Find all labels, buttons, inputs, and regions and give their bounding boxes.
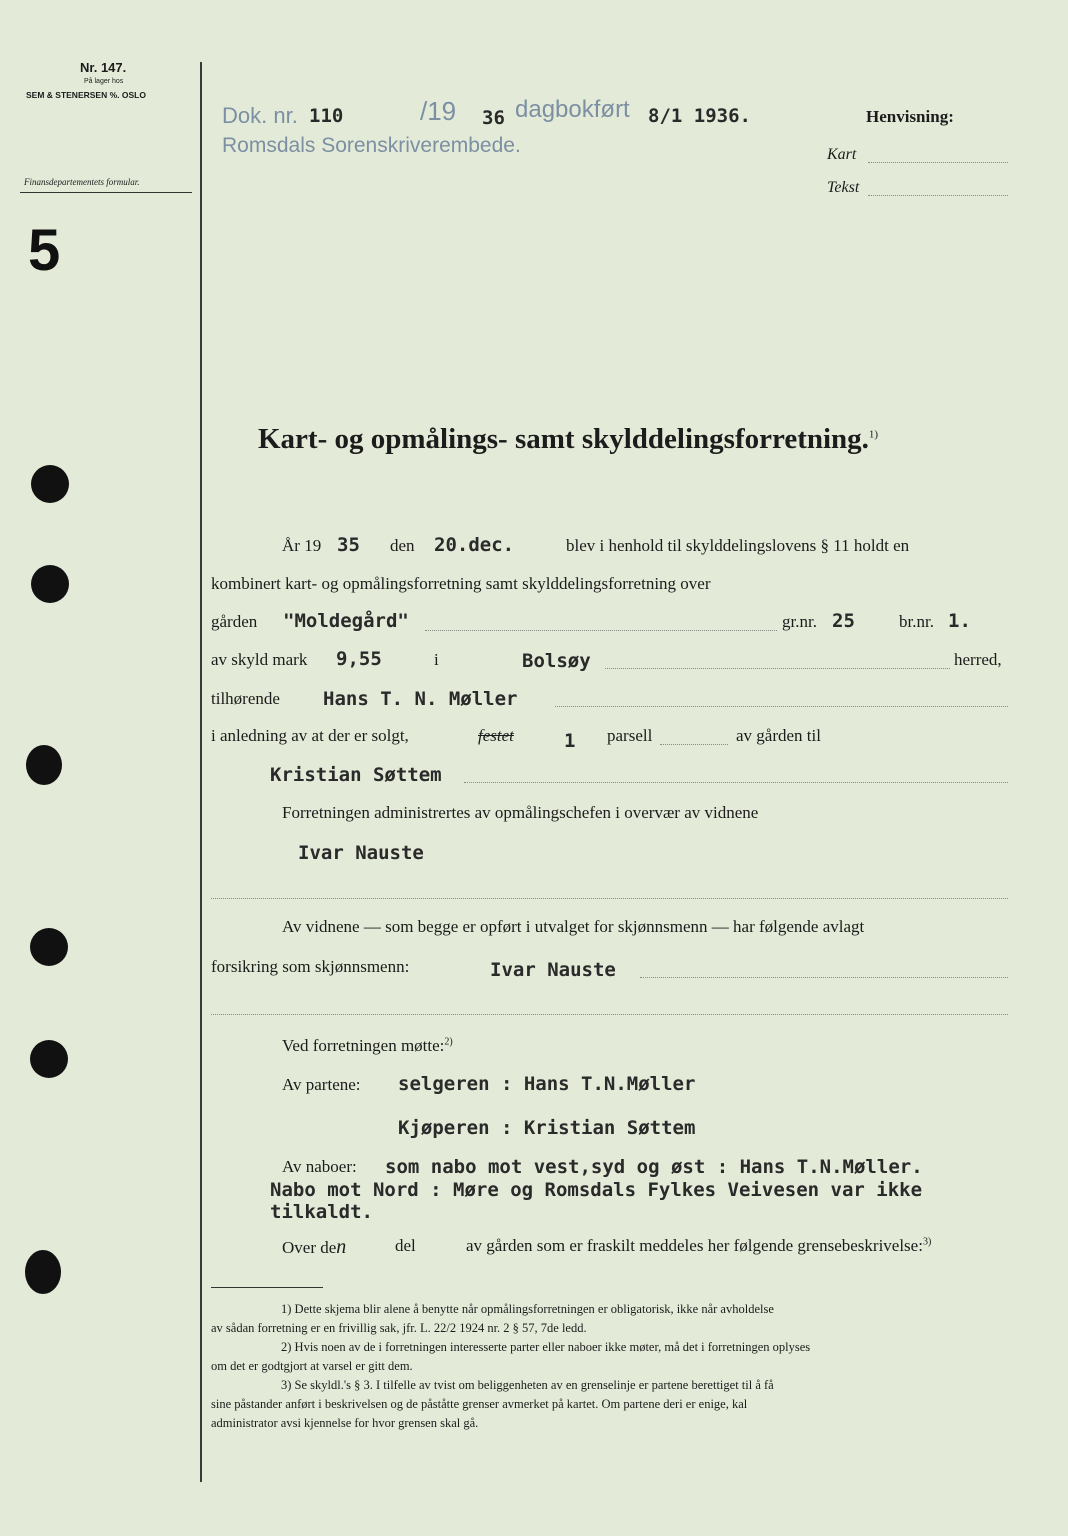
farm-line bbox=[425, 630, 777, 631]
publisher-name: SEM & STENERSEN %. OSLO bbox=[26, 90, 146, 100]
herred-line bbox=[605, 668, 950, 669]
over-footnote-ref: 3) bbox=[922, 1236, 932, 1248]
herred-label: herred, bbox=[954, 650, 1002, 669]
form-number: Nr. 147. bbox=[80, 60, 127, 75]
motte-label bbox=[282, 1036, 453, 1056]
grensebeskrivelse-text: av gården som er fraskilt meddeles her følgende grensebeskrivelse: bbox=[466, 1236, 923, 1255]
farm-name: "Moldegård" bbox=[283, 610, 409, 632]
publisher-small: På lager hos bbox=[84, 78, 124, 85]
margin-mark-number: 5 bbox=[28, 218, 61, 283]
punch-hole-1 bbox=[31, 465, 69, 503]
av-garden-label: av gården til bbox=[736, 726, 821, 745]
title-text: Kart- og opmålings- samt skylddelingsforretning. bbox=[258, 423, 869, 455]
del-label: del bbox=[395, 1236, 416, 1255]
registration-date: 8/1 1936. bbox=[648, 105, 751, 127]
kart-label: Kart bbox=[827, 146, 857, 163]
footnote-1-line-2: av sådan forretning er en frivillig sak, jfr. L. 22/2 1924 nr. 2 § 57, 7de ledd. bbox=[211, 1321, 587, 1335]
grnr-label: gr.nr. bbox=[782, 612, 817, 631]
tekst-line bbox=[868, 195, 1008, 196]
punch-hole-4 bbox=[30, 928, 68, 966]
den-label: den bbox=[390, 536, 415, 555]
skyld-label: av skyld mark bbox=[211, 650, 308, 669]
margin-rule bbox=[200, 62, 202, 1482]
over-handwritten: n bbox=[336, 1236, 347, 1258]
stamp-dagbokfort-label: dagbokført bbox=[515, 96, 630, 123]
admin-text: Forretningen administrertes av opmålingschefen i overvær av vidnene bbox=[282, 803, 759, 822]
tilhorende-label: tilhørende bbox=[211, 689, 280, 708]
owner-line bbox=[555, 706, 1008, 707]
footnotes bbox=[211, 1300, 810, 1433]
footnote-1-line-1: 1) Dette skjema blir alene å benytte når opmålingsforretningen er obligatorisk, ikke når avholdelse bbox=[281, 1302, 774, 1316]
forsikring-line bbox=[640, 977, 1008, 978]
motte-footnote-ref: 2) bbox=[444, 1036, 453, 1048]
footnote-divider bbox=[211, 1287, 323, 1288]
stamp-dok-label: Dok. nr. bbox=[222, 103, 298, 128]
sidebar-divider bbox=[20, 192, 192, 193]
naboer-line-2: Nabo mot Nord : Møre og Romsdals Fylkes Veivesen var ikke bbox=[270, 1179, 923, 1201]
naboer-line-1: som nabo mot vest,syd og øst : Hans T.N.Møller. bbox=[385, 1156, 923, 1178]
party-buyer: Kjøperen : Kristian Søttem bbox=[398, 1117, 696, 1139]
buyer-name: Kristian Søttem bbox=[270, 764, 442, 786]
partene-label: Av partene: bbox=[282, 1075, 361, 1094]
punch-hole-6 bbox=[25, 1250, 61, 1294]
naboer-label: Av naboer: bbox=[282, 1157, 357, 1176]
party-seller: selgeren : Hans T.N.Møller bbox=[398, 1073, 696, 1095]
document-number: 110 bbox=[309, 105, 344, 127]
vidnene-text: Av vidnene — som begge er opført i utvalget for skjønnsmenn — har følgende avlagt bbox=[282, 917, 865, 936]
stamp-office-name: Romsdals Sorenskriverembede. bbox=[222, 134, 521, 157]
forsikring-name: Ivar Nauste bbox=[490, 959, 616, 981]
i-label: i bbox=[434, 650, 439, 669]
grnr-value: 25 bbox=[832, 610, 855, 632]
year-label: År 19 bbox=[282, 536, 322, 555]
punch-hole-5 bbox=[30, 1040, 68, 1078]
kart-line bbox=[868, 162, 1008, 163]
brnr-label: br.nr. bbox=[899, 612, 934, 631]
footnote-3-line-2: sine påstander anført i beskrivelsen og de påståtte grenser avmerket på kartet. Om partene deri er enige, kal bbox=[211, 1397, 748, 1411]
parsell-line bbox=[660, 744, 728, 745]
footnote-2-line-2: om det er godtgjort at varsel er gitt dem. bbox=[211, 1359, 413, 1373]
blank-line bbox=[211, 1014, 1008, 1015]
skyld-value: 9,55 bbox=[336, 648, 382, 670]
footnote-3-line-3: administrator avsi kjennelse for hvor grensen skal gå. bbox=[211, 1416, 479, 1430]
date-value: 20.dec. bbox=[434, 534, 515, 556]
anledning-label: i anledning av at der er solgt, bbox=[211, 726, 409, 745]
forsikring-label: forsikring som skjønnsmenn: bbox=[211, 957, 410, 976]
footnote-2-line-1: 2) Hvis noen av de i forretningen interesserte parter eller naboer ikke møter, må det i forretningen oplyses bbox=[281, 1340, 811, 1354]
stamp-year-label: /19 bbox=[420, 96, 457, 126]
brnr-value: 1. bbox=[948, 610, 971, 632]
tekst-label: Tekst bbox=[827, 179, 860, 196]
motte-text: Ved forretningen møtte: bbox=[282, 1036, 445, 1055]
witness-line bbox=[211, 898, 1008, 899]
form-department-label: Finansdepartementets formular. bbox=[24, 177, 140, 187]
parsell-count: 1 bbox=[564, 730, 576, 752]
garden-label: gården bbox=[211, 612, 258, 631]
kombinert-text: kombinert kart- og opmålingsforretning samt skylddelingsforretning over bbox=[211, 574, 711, 593]
henvisning-label: Henvisning: bbox=[866, 107, 954, 126]
over-label bbox=[282, 1236, 346, 1259]
witness-name: Ivar Nauste bbox=[298, 842, 424, 864]
over-rest-text bbox=[466, 1236, 931, 1256]
herred-name: Bolsøy bbox=[522, 650, 591, 672]
document-year: 36 bbox=[482, 107, 505, 129]
blev-text: blev i henhold til skylddelingslovens § 11 holdt en bbox=[566, 536, 910, 555]
title-footnote-ref: 1) bbox=[868, 428, 879, 441]
buyer-line bbox=[464, 782, 1008, 783]
struck-festet: festet bbox=[478, 726, 514, 745]
parsell-label: parsell bbox=[607, 726, 653, 745]
over-text: Over de bbox=[282, 1238, 337, 1257]
footnote-3-line-1: 3) Se skyldl.'s § 3. I tilfelle av tvist om beliggenheten av en grenselinje er partene berettiget til å få bbox=[281, 1378, 774, 1392]
punch-hole-3 bbox=[26, 745, 62, 785]
naboer-line-3: tilkaldt. bbox=[270, 1201, 373, 1223]
owner-name: Hans T. N. Møller bbox=[323, 688, 518, 710]
year-value: 35 bbox=[337, 534, 360, 556]
punch-hole-2 bbox=[31, 565, 69, 603]
document-title bbox=[258, 423, 878, 456]
